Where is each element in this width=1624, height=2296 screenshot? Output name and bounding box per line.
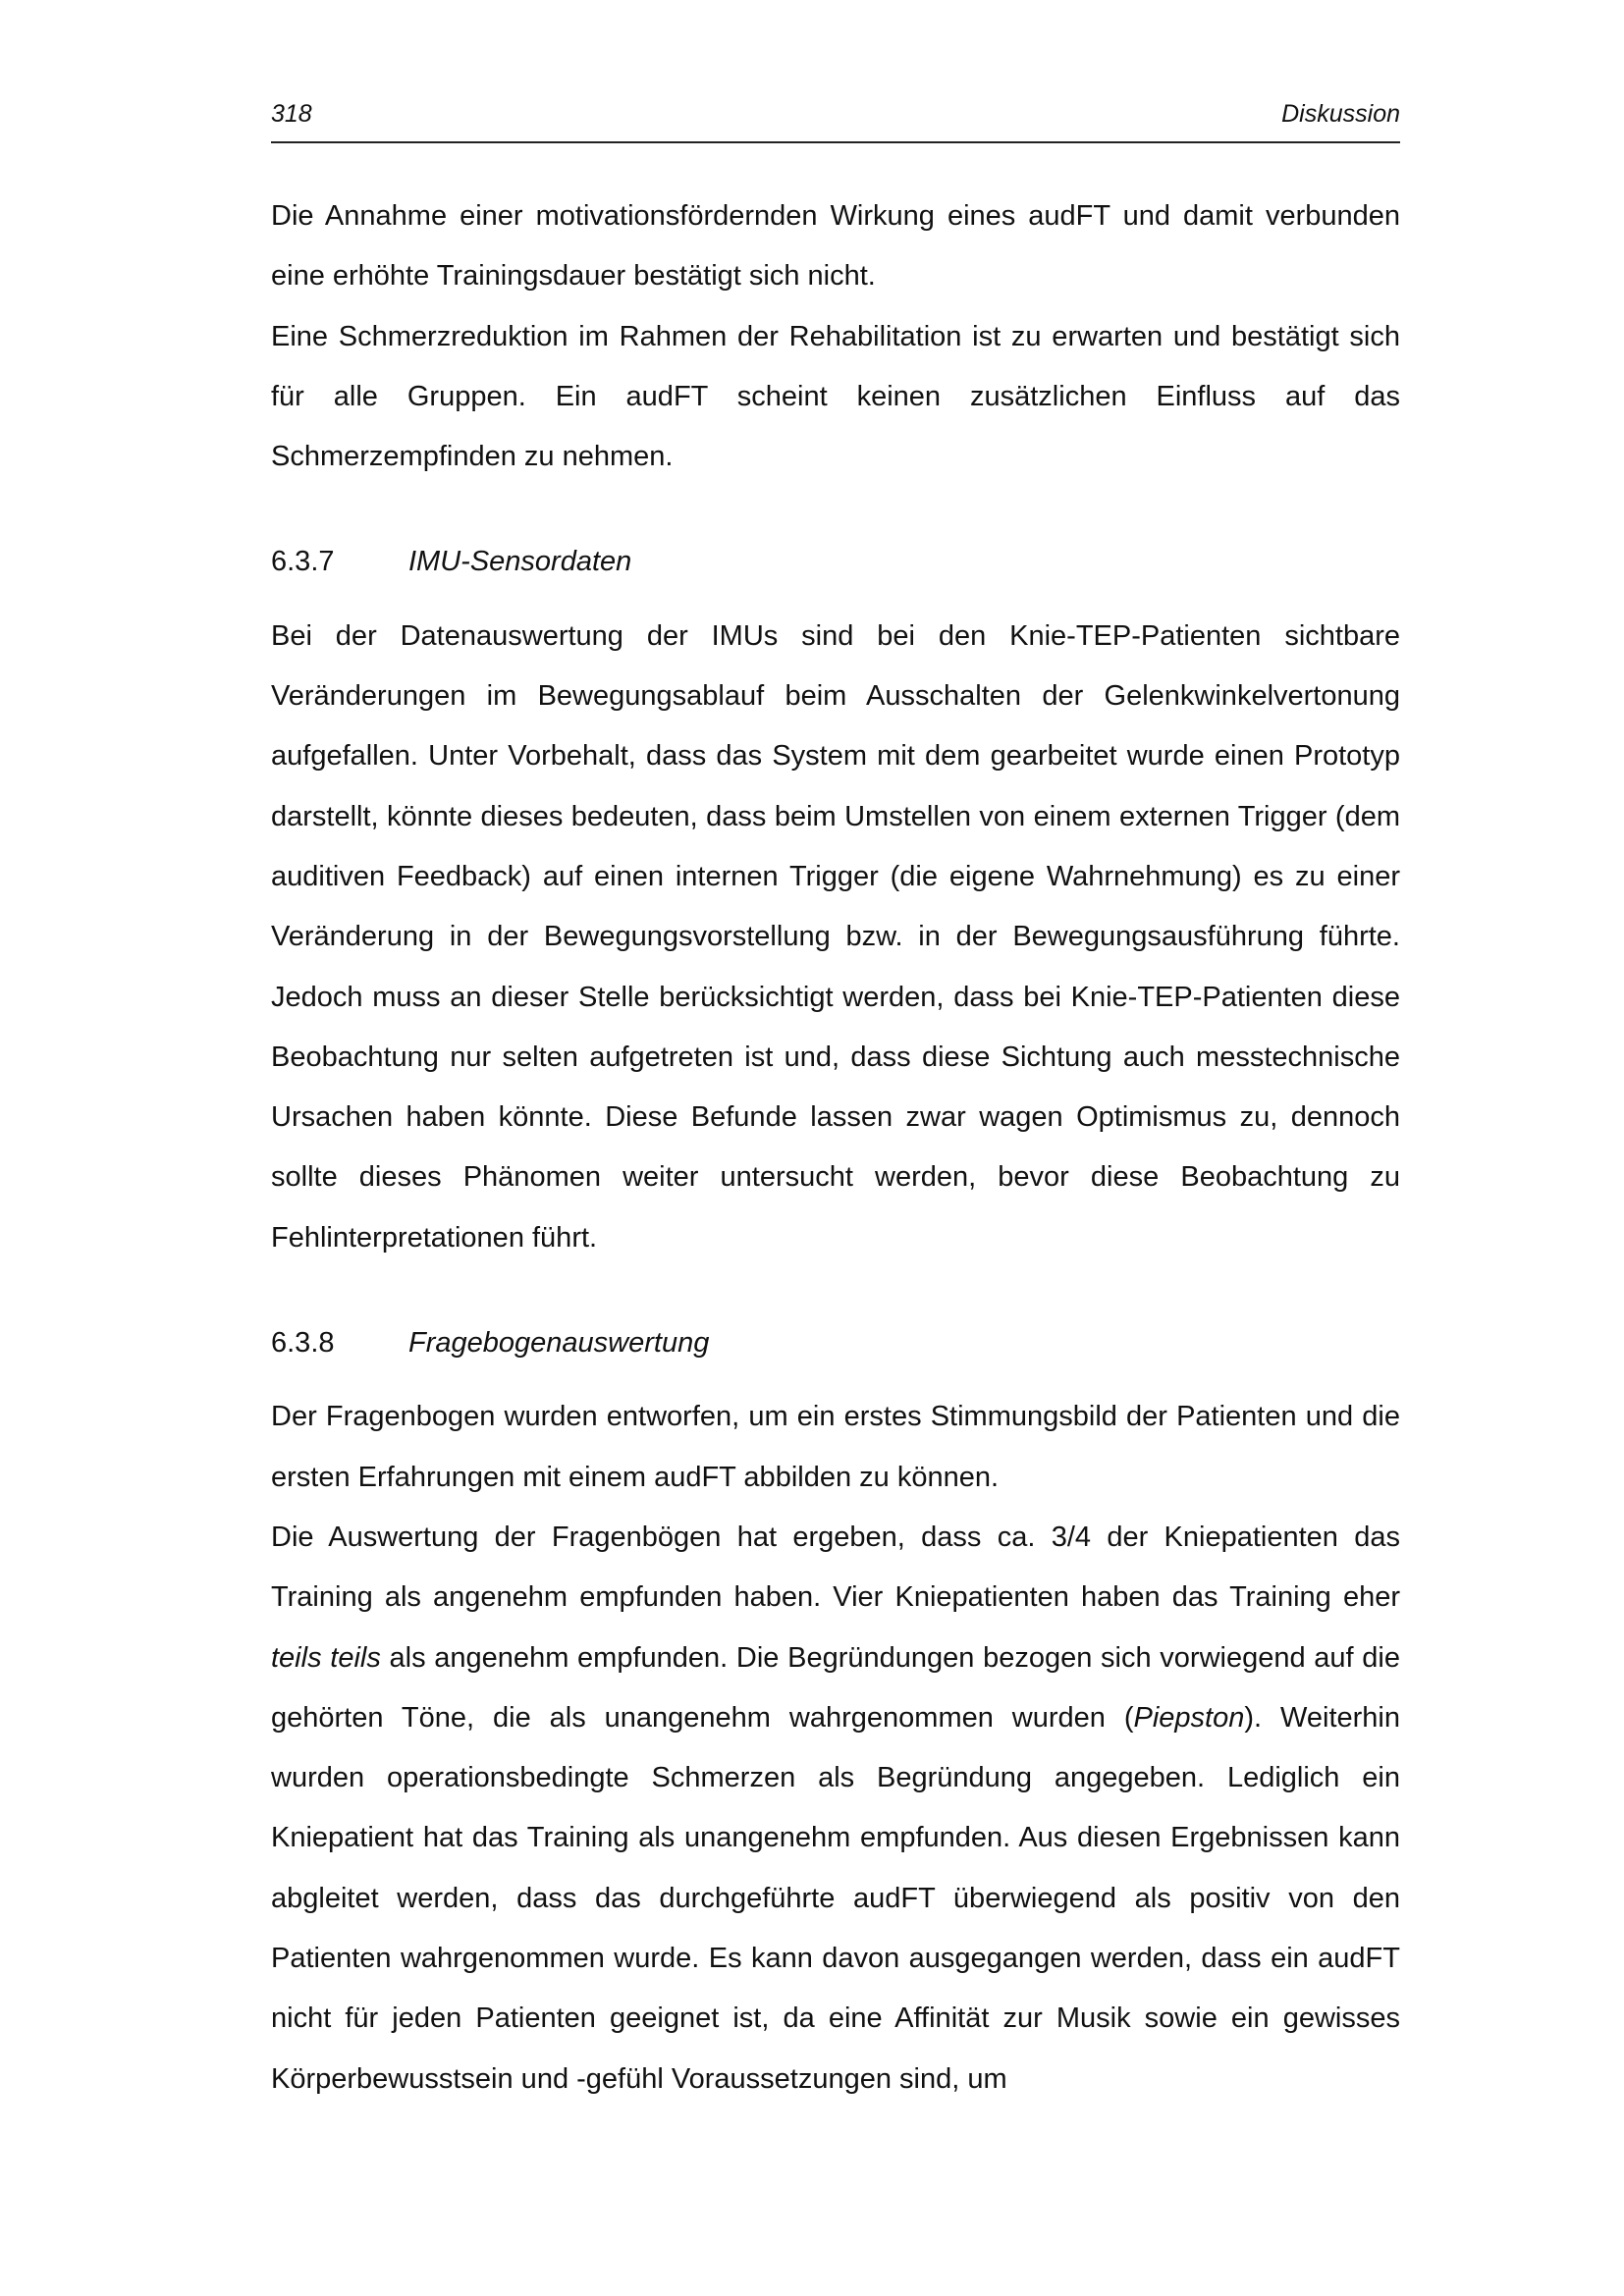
text-run: als angenehm empfunden. Die Begründungen bezogen sich vorwiegend auf die gehörten Töne, die als unangenehm wahrgenommen wurden ( <box>271 1641 1401 1734</box>
paragraph-questionnaire-intro: Der Fragenbogen wurden entworfen, um ein erstes Stimmungsbild der Patienten und die ersten Erfahrungen mit einem audFT abbilden zu können. <box>271 1401 1400 1493</box>
page-header <box>271 98 1400 143</box>
section-title: IMU-Sensordaten <box>408 546 632 578</box>
section-number: 6.3.8 <box>271 1327 335 1360</box>
emphasis-piepston: Piepston <box>1133 1701 1245 1734</box>
paragraph-pain-reduction: Eine Schmerzreduktion im Rahmen der Rehabilitation ist zu erwarten und bestätigt sich für alle Gruppen. Ein audFT scheint keinen zusätzlichen Einfluss auf das Schmerzempfinden zu nehmen. <box>271 320 1400 473</box>
paragraph-imu-data: Bei der Datenauswertung der IMUs sind bei den Knie-TEP-Patienten sichtbare Veränderungen im Bewegungsablauf beim Ausschalten der Gelenkwinkelvertonung aufgefallen. Unter Vorbehalt, dass das System mit dem gearbeitet wurde einen Prototyp darstellt, könnte dieses bedeuten, dass beim Umstellen von einem externen Trigger (dem auditiven Feedback) auf einen internen Trigger (die eigene Wahrnehmung) es zu einer Veränderung in der Bewegungsvorstellung bzw. in der Bewegungsausführung führte. Jedoch muss an dieser Stelle berücksichtigt werden, dass bei Knie-TEP-Patienten diese Beobachtung nur selten aufgetreten ist und, dass diese Sichtung auch messtechnische Ursachen haben könnte. Diese Befunde lassen zwar wagen Optimismus zu, dennoch sollte dieses Phänomen weiter untersucht werden, bevor diese Beobachtung zu Fehlinterpretationen führt. <box>271 619 1400 1254</box>
paragraph-motivation: Die Annahme einer motivationsfördernden Wirkung eines audFT und damit verbunden eine erhöhte Trainingsdauer bestätigt sich nicht. <box>271 200 1400 293</box>
paragraph-questionnaire-results <box>271 1508 1400 2109</box>
emphasis-teils-teils: teils teils <box>271 1641 381 1674</box>
page-number: 318 <box>271 100 312 128</box>
section-heading-6-3-8 <box>271 1313 1400 1373</box>
running-title: Diskussion <box>1281 100 1400 128</box>
body-text <box>271 187 1400 2109</box>
text-run: Die Auswertung der Fragenbögen hat ergeben, dass ca. 3/4 der Kniepatienten das Training als angenehm empfunden haben. Vier Kniepatienten haben das Training eher <box>271 1521 1400 1614</box>
section-title: Fragebogenauswertung <box>408 1327 710 1360</box>
section-heading-6-3-7 <box>271 532 1400 592</box>
section-number: 6.3.7 <box>271 546 335 578</box>
text-run: ). Weiterhin wurden operationsbedingte Schmerzen als Begründung angegeben. Lediglich ein Kniepatient hat das Training als unangenehm empfunden. Aus diesen Ergebnissen kann abgleitet werden, dass das durchgeführte audFT überwiegend als positiv von den Patienten wahrgenommen wurde. Es kann davon ausgegangen werden, dass ein audFT nicht für jeden Patienten geeignet ist, da eine Affinität zur Musik sowie ein gewisses Körperbewusstsein und -gefühl Voraussetzungen sind, um <box>271 1701 1400 2095</box>
